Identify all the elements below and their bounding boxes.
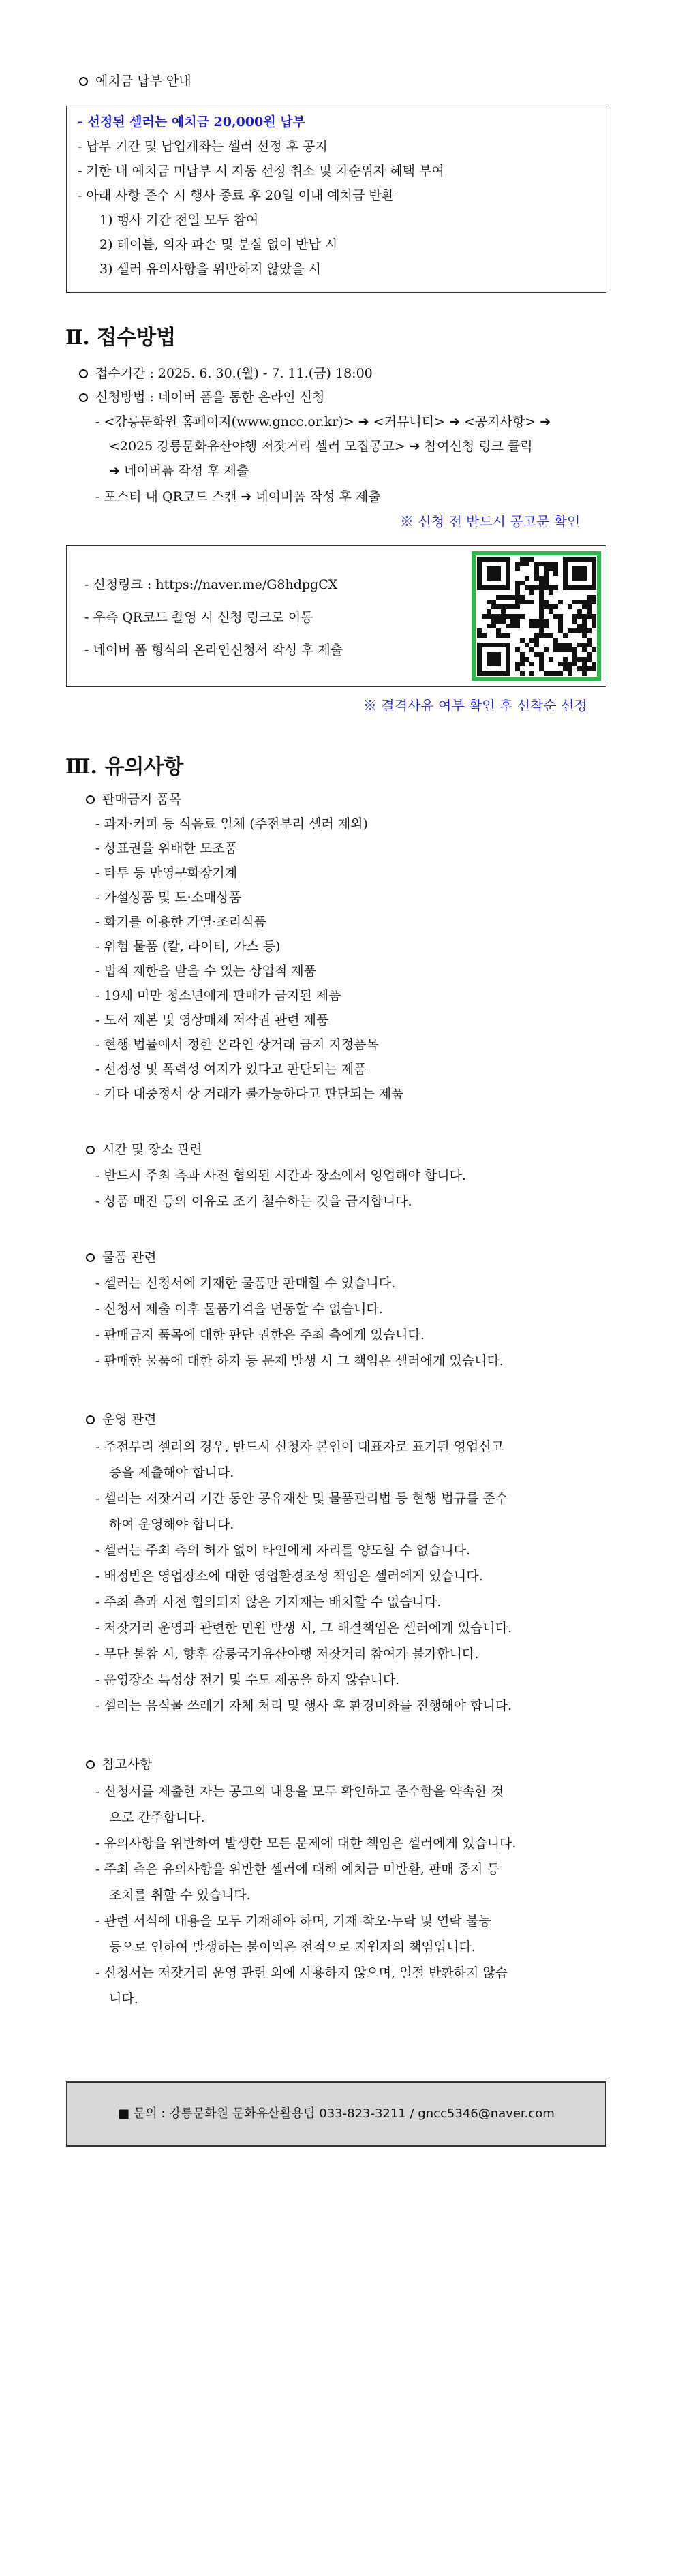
reference-heading: 참고사항 — [102, 1757, 153, 1772]
prohibited-heading: 판매금지 품목 — [102, 792, 182, 807]
bullet-icon — [86, 1760, 95, 1769]
reference-item: - 신청서를 제출한 자는 공고의 내용을 모두 확인하고 준수함을 약속한 것 — [95, 1784, 504, 1799]
application-step: ➔ 네이버폼 작성 후 제출 — [109, 463, 249, 478]
deposit-line: - 아래 사항 준수 시 행사 종료 후 20일 이내 예치금 반환 — [78, 188, 395, 203]
link-info-line: - 우측 QR코드 촬영 시 신청 링크로 이동 — [84, 610, 313, 625]
goods-item: - 신청서 제출 이후 물품가격을 변동할 수 없습니다. — [95, 1302, 383, 1317]
prohibited-item: - 과자·커피 등 식음료 일체 (주전부리 셀러 제외) — [95, 816, 368, 831]
prohibited-item: - 상표권을 위배한 모조품 — [95, 841, 238, 856]
link-info-box — [66, 545, 606, 687]
reference-item-cont: 등으로 인하여 발생하는 불이익은 전적으로 지원자의 책임입니다. — [109, 1939, 476, 1954]
deposit-line: - 기한 내 예치금 미납부 시 자동 선정 취소 및 차순위자 혜택 부여 — [78, 164, 444, 179]
operation-item: - 배정받은 영업장소에 대한 영업환경조성 책임은 셀러에게 있습니다. — [95, 1569, 483, 1584]
prohibited-item: - 19세 미만 청소년에게 판매가 금지된 제품 — [95, 988, 341, 1003]
operation-item: - 무단 불참 시, 향후 강릉국가유산야행 저잣거리 참여가 불가합니다. — [95, 1646, 479, 1661]
section-title-precautions: Ⅲ. 유의사항 — [65, 755, 184, 779]
prohibited-item: - 화기를 이용한 가열·조리식품 — [95, 915, 266, 930]
reference-item-cont: 으로 간주합니다. — [109, 1810, 205, 1825]
application-step: <2025 강릉문화유산야행 저잣거리 셀러 모집공고> ➔ 참여신청 링크 클릭 — [109, 439, 533, 454]
operation-item: - 저잣거리 운영과 관련한 민원 발생 시, 그 해결책임은 셀러에게 있습니다. — [95, 1621, 512, 1636]
operation-item: - 셀러는 음식물 쓰레기 자체 처리 및 행사 후 환경미화를 진행해야 합니다. — [95, 1698, 512, 1713]
link-info-line: - 네이버 폼 형식의 온라인신청서 작성 후 제출 — [84, 643, 343, 658]
application-method: 신청방법 : 네이버 폼을 통한 온라인 신청 — [95, 390, 325, 405]
deposit-heading: 예치금 납부 안내 — [95, 74, 191, 89]
contact-info: ■ 문의 : 강릉문화원 문화유산활용팀 033-823-3211 / gncc5346@naver.com — [118, 2106, 555, 2121]
prohibited-item: - 선정성 및 폭력성 여지가 있다고 판단되는 제품 — [95, 1062, 367, 1077]
operation-item-cont: 증을 제출해야 합니다. — [109, 1465, 234, 1480]
prohibited-item: - 법적 제한을 받을 수 있는 상업적 제품 — [95, 964, 317, 979]
operation-item-cont: 하여 운영해야 합니다. — [109, 1517, 234, 1532]
operation-item: - 주최 측과 사전 협의되지 않은 기자재는 배치할 수 없습니다. — [95, 1595, 442, 1610]
bullet-icon — [86, 1253, 95, 1262]
bullet-icon — [79, 77, 88, 86]
goods-item: - 판매금지 품목에 대한 판단 권한은 주최 측에게 있습니다. — [95, 1328, 425, 1343]
goods-heading: 물품 관련 — [102, 1250, 157, 1265]
time-place-item: - 반드시 주최 측과 사전 협의된 시간과 장소에서 영업해야 합니다. — [95, 1168, 467, 1183]
application-step: - <강릉문화원 홈페이지(www.gncc.or.kr)> ➔ <커뮤니티> ➔ <공지사항> ➔ — [95, 414, 551, 429]
deposit-line-amount: - 선정된 셀러는 예치금 20,000원 납부 — [78, 114, 305, 129]
prohibited-item: - 현행 법률에서 정한 온라인 상거래 금지 지정품목 — [95, 1037, 379, 1052]
operation-item: - 셀러는 주최 측의 허가 없이 타인에게 자리를 양도할 수 없습니다. — [95, 1543, 471, 1558]
qr-code-icon[interactable] — [472, 551, 601, 681]
operation-item: - 주전부리 셀러의 경우, 반드시 신청자 본인이 대표자로 표기된 영업신고 — [95, 1439, 504, 1454]
prohibited-item: - 기타 대중정서 상 거래가 불가능하다고 판단되는 제품 — [95, 1086, 404, 1101]
deposit-line: - 납부 기간 및 납입계좌는 셀러 선정 후 공지 — [78, 139, 328, 154]
deposit-condition: 1) 행사 기간 전일 모두 참여 — [99, 213, 259, 228]
reference-item: - 관련 서식에 내용을 모두 기재해야 하며, 기재 착오·누락 및 연락 불능 — [95, 1914, 491, 1929]
bullet-icon — [86, 1146, 95, 1154]
reference-item-cont: 조치를 취할 수 있습니다. — [109, 1888, 251, 1903]
reference-item: - 유의사항을 위반하여 발생한 모든 문제에 대한 책임은 셀러에게 있습니다. — [95, 1836, 517, 1851]
selection-note: ※ 결격사유 여부 확인 후 선착순 선정 — [363, 697, 587, 714]
deposit-condition: 2) 테이블, 의자 파손 및 분실 없이 반납 시 — [99, 237, 338, 252]
prohibited-item: - 가설상품 및 도·소매상품 — [95, 890, 242, 905]
section-title-application: Ⅱ. 접수방법 — [65, 326, 176, 350]
notice-check-note: ※ 신청 전 반드시 공고문 확인 — [400, 513, 581, 530]
bullet-icon — [86, 1415, 95, 1424]
goods-item: - 셀러는 신청서에 기재한 물품만 판매할 수 있습니다. — [95, 1276, 396, 1291]
operation-item: - 셀러는 저잣거리 기간 동안 공유재산 및 물품관리법 등 현행 법규를 준수 — [95, 1491, 508, 1506]
deposit-condition: 3) 셀러 유의사항을 위반하지 않았을 시 — [99, 262, 322, 277]
goods-item: - 판매한 물품에 대한 하자 등 문제 발생 시 그 책임은 셀러에게 있습니다. — [95, 1353, 504, 1368]
prohibited-item: - 타투 등 반영구화장기계 — [95, 865, 238, 880]
reference-item: - 신청서는 저잣거리 운영 관련 외에 사용하지 않으며, 일절 반환하지 않습 — [95, 1965, 508, 1980]
time-place-item: - 상품 매진 등의 이유로 조기 철수하는 것을 금지합니다. — [95, 1194, 412, 1209]
reference-item: - 주최 측은 유의사항을 위반한 셀러에 대해 예치금 미반환, 판매 중지 등 — [95, 1862, 500, 1877]
deposit-info-box — [66, 106, 606, 293]
contact-footer — [66, 2081, 606, 2147]
application-period: 접수기간 : 2025. 6. 30.(월) - 7. 11.(금) 18:00 — [95, 366, 373, 381]
bullet-icon — [86, 795, 95, 804]
bullet-icon — [79, 369, 88, 378]
time-place-heading: 시간 및 장소 관련 — [102, 1142, 202, 1157]
operation-item: - 운영장소 특성상 전기 및 수도 제공을 하지 않습니다. — [95, 1672, 400, 1687]
operation-heading: 운영 관련 — [102, 1412, 157, 1427]
reference-item-cont: 니다. — [109, 1991, 138, 2006]
application-link[interactable]: - 신청링크 : https://naver.me/G8hdpgCX — [84, 577, 338, 592]
prohibited-item: - 위험 물품 (칼, 라이터, 가스 등) — [95, 939, 281, 954]
application-step: - 포스터 내 QR코드 스캔 ➔ 네이버폼 작성 후 제출 — [95, 489, 381, 504]
bullet-icon — [79, 393, 88, 402]
prohibited-item: - 도서 제본 및 영상매체 저작권 관련 제품 — [95, 1013, 329, 1028]
